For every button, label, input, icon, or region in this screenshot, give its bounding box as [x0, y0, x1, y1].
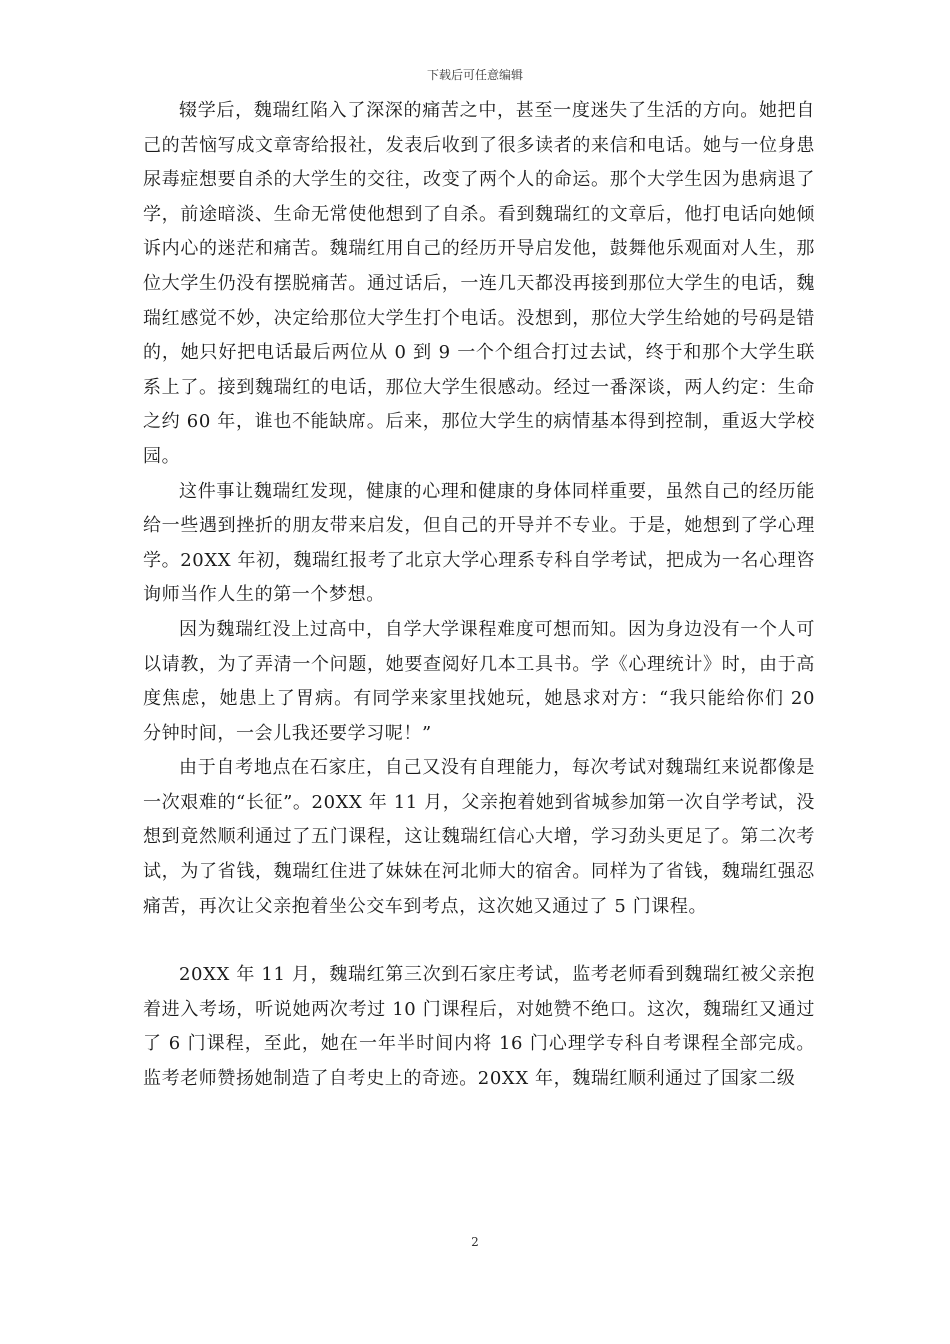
page-header: 下载后可任意编辑 [426, 68, 523, 82]
document-body [143, 94, 815, 1097]
paragraph-5: 20XX 年 11 月，魏瑞红第三次到石家庄考试，监考老师看到魏瑞红被父亲抱着进入考场，听说她两次考过 10 门课程后，对她赞不绝口。这次，魏瑞红又通过了 6 门课程，至此，她在一年半时间内将 16 门心理学专科自考课程全部完成。监考老师赞扬她制造了自考史上的奇迹。20XX 年，魏瑞红顺利通过了国家二级 [143, 964, 815, 1090]
paragraph-2: 这件事让魏瑞红发现，健康的心理和健康的身体同样重要，虽然自己的经历能给一些遇到挫折的朋友带来启发，但自己的开导并不专业。于是，她想到了学心理学。20XX 年初，魏瑞红报考了北京大学心理系专科自学考试，把成为一名心理咨询师当作人生的第一个梦想。 [143, 480, 815, 606]
paragraph-1: 辍学后，魏瑞红陷入了深深的痛苦之中，甚至一度迷失了生活的方向。她把自己的苦恼写成文章寄给报社，发表后收到了很多读者的来信和电话。她与一位身患尿毒症想要自杀的大学生的交往，改变了两个人的命运。那个大学生因为患病退了学，前途暗淡、生命无常使他想到了自杀。看到魏瑞红的文章后，他打电话向她倾诉内心的迷茫和痛苦。魏瑞红用自己的经历开导启发他，鼓舞他乐观面对人生，那位大学生仍没有摆脱痛苦。通过话后，一连几天都没再接到那位大学生的电话，魏瑞红感觉不妙，决定给那位大学生打个电话。没想到，那位大学生给她的号码是错的，她只好把电话最后两位从 0 到 9 一个个组合打过去试，终于和那个大学生联系上了。接到魏瑞红的电话，那位大学生很感动。经过一番深谈，两人约定：生命之约 60 年，谁也不能缺席。后来，那位大学生的病情基本得到控制，重返大学校园。 [143, 100, 815, 467]
page-number: 2 [471, 1235, 479, 1249]
paragraph-3: 因为魏瑞红没上过高中，自学大学课程难度可想而知。因为身边没有一个人可以请教，为了弄清一个问题，她要查阅好几本工具书。学《心理统计》时，由于高度焦虑，她患上了胃病。有同学来家里找她玩，她恳求对方：“我只能给你们 20 分钟时间，一会儿我还要学习呢！” [143, 618, 815, 744]
paragraph-4: 由于自考地点在石家庄，自己又没有自理能力，每次考试对魏瑞红来说都像是一次艰难的“长征”。20XX 年 11 月，父亲抱着她到省城参加第一次自学考试，没想到竟然顺利通过了五门课程，这让魏瑞红信心大增，学习劲头更足了。第二次考试，为了省钱，魏瑞红住进了妹妹在河北师大的宿舍。同样为了省钱，魏瑞红强忍痛苦，再次让父亲抱着坐公交车到考点，这次她又通过了 5 门课程。 [143, 757, 815, 917]
